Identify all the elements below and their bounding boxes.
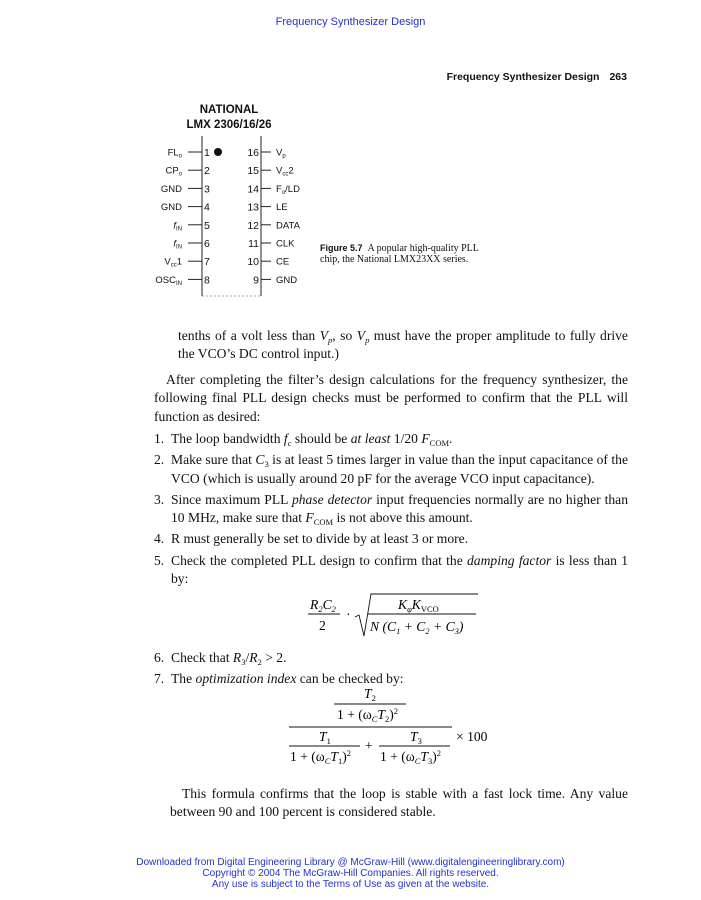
left-pin-name: $V_{cc}1$ [164, 256, 182, 269]
footer-notice [0, 857, 701, 890]
f7-term2-numerator: $T_3$ [410, 729, 422, 746]
left-pin-number: 7 [204, 256, 210, 269]
p1-text-b: , so [332, 328, 357, 343]
caption-label: Figure 5.7 [320, 243, 363, 253]
left-pin-number: 3 [204, 183, 210, 196]
item-number: 4. [154, 531, 165, 547]
damping-factor-formula [300, 592, 490, 642]
item7-text-a: The [171, 671, 196, 687]
caption-text: A popular high-quality PLL chip, the National LMX23XX series. [320, 243, 479, 265]
top-title-link[interactable]: Frequency Synthesizer Design [275, 16, 426, 28]
right-pin-number: 15 [247, 165, 259, 178]
list-item-6: 6. Check that $R_3/R_2 > 2$. [154, 650, 287, 667]
optimization-index-formula [284, 684, 504, 770]
right-pin-name: $V_p$ [276, 147, 286, 160]
right-pin-name: $F_o/LD$ [276, 183, 300, 196]
item1-text-a: The loop bandwidth [171, 431, 284, 446]
left-pin-number: 2 [204, 165, 210, 178]
item5-text-b: is less than 1 by: [171, 552, 628, 587]
chip-maker: NATIONAL [199, 104, 259, 116]
item1-emphasis: at least [350, 431, 391, 446]
f1-sqrt-numerator: $K_\varphi K_{VCO}$ [398, 597, 439, 614]
right-pin-number: 11 [248, 238, 259, 250]
item-number: 6. [154, 650, 165, 665]
right-pin-number: 16 [247, 147, 259, 159]
item1-text-c: 1/20 [390, 431, 422, 446]
chip-title [186, 103, 272, 133]
right-pin-number: 14 [247, 183, 259, 196]
right-pin-name: LE [276, 202, 288, 214]
paragraph-checks-intro: After completing the filter’s design calculations for the frequency synthesizer, the following final PLL design checks must be performed to confirm that the PLL will function as desired: [154, 372, 628, 424]
figure-caption [320, 243, 480, 265]
right-pin-number: 9 [253, 274, 259, 287]
page-number: 263 [609, 71, 627, 83]
right-pin-name: CLK [276, 238, 295, 250]
f7-term1-denominator: $1 + (\omega_CT_1)^2$ [290, 748, 352, 766]
pinout-diagram [140, 136, 310, 301]
paragraph-conclusion: This formula confirms that the loop is stable with a fast lock time. Any value between 90 and 100 percent is considered stable. [170, 786, 628, 820]
left-pin-name: $CP_o$ [165, 165, 182, 178]
item7-emphasis: optimization index [195, 671, 297, 687]
chip-body [202, 136, 261, 296]
right-pin-name: DATA [276, 220, 300, 232]
item3-emphasis: phase detector [291, 491, 373, 507]
running-head [447, 71, 627, 83]
list-item-5 [154, 552, 628, 589]
p1-text-c: must have the proper amplitude to fully drive the VCO’s DC control input.) [178, 328, 628, 362]
left-pin-name: GND [160, 202, 182, 214]
item6-text-b: > 2. [261, 650, 287, 665]
item-number: 3. [154, 491, 165, 507]
item7-text-b: can be checked by: [296, 671, 404, 687]
f1-denominator: 2 [319, 618, 326, 633]
f1-sqrt-denominator: N $(C_1 + C_2 + C_3)$ [370, 619, 464, 636]
left-pin-number: 5 [204, 219, 210, 232]
left-pin-name: $f_{IN}$ [173, 238, 182, 251]
item-number: 1. [154, 431, 165, 446]
f7-top-numerator: $T_2$ [364, 686, 376, 703]
left-pin-name: $f_{IN}$ [173, 220, 182, 233]
f7-plus: + [365, 738, 373, 753]
f7-multiplier: × 100 [456, 729, 488, 744]
item3-text-b: input frequencies normally are no higher than 10 MHz, make sure that [171, 491, 629, 526]
item-number: 2. [154, 452, 165, 468]
item2-text-b: is at least 5 times larger in value than the input capacitance of the VCO (which is usually around 20 pF for the average VCO input capacitance). [171, 452, 629, 486]
design-checks-list [154, 430, 628, 591]
item4-text: R must generally be set to divide by at least 3 or more. [171, 531, 469, 547]
footer-download-link[interactable]: Downloaded from Digital Engineering Library @ McGraw-Hill (www.digitalengineeringlibrary.com) [136, 857, 565, 868]
item-number: 7. [154, 671, 165, 687]
left-pin-number: 6 [204, 238, 210, 250]
chip-part: LMX 2306/16/26 [186, 119, 272, 131]
footer-terms[interactable]: Any use is subject to the Terms of Use as given at the website. [211, 879, 490, 890]
right-pin-name: CE [276, 256, 290, 268]
right-pin-name: $V_{cc}2$ [276, 165, 294, 178]
right-pin-name: GND [276, 274, 298, 286]
f1-numerator: $R_2C_2$ [310, 597, 336, 614]
left-pin-number: 1 [204, 147, 210, 159]
list-item-1: 1. The loop bandwidth $f_c$ should be at least 1/20 $F_{COM}$. [154, 431, 453, 448]
left-pin-name: $OSC_{IN}$ [155, 274, 182, 287]
f7-top-denominator: $1 + (\omega_CT_2)^2$ [337, 706, 399, 724]
p1-text-a: tenths of a volt less than [178, 328, 320, 343]
item1-text-b: should be [291, 431, 351, 446]
left-pin-name: $FL_o$ [167, 147, 182, 160]
list-item-4 [154, 530, 628, 548]
right-pin-number: 10 [247, 256, 259, 269]
item5-text-a: Check the completed PLL design to confirm that the [171, 552, 467, 568]
left-pin-number: 8 [204, 274, 210, 287]
right-pin-number: 13 [247, 201, 259, 214]
item2-text-a: Make sure that [171, 452, 256, 468]
f7-term1-numerator: $T_1$ [319, 729, 331, 746]
item3-text-c: is not above this amount. [333, 510, 473, 526]
item5-emphasis: damping factor [467, 552, 552, 568]
item3-text-a: Since maximum PLL [171, 491, 292, 507]
f7-term2-denominator: $1 + (\omega_CT_3)^2$ [380, 748, 442, 766]
paragraph-continued: tenths of a volt less than $V_p$, so $V_p$ must have the proper amplitude to fully drive the VCO’s DC control input.) [178, 328, 628, 362]
item-number: 5. [154, 552, 165, 568]
running-title: Frequency Synthesizer Design [446, 71, 600, 83]
list-item-3: 3. Since maximum PLL phase detector input frequencies normally are no higher than 10 MHz, make sure that $F_{COM}$ is not above this amount. [154, 491, 629, 528]
pin1-dot [214, 148, 222, 156]
f1-dot: · [346, 608, 351, 623]
right-pin-number: 12 [247, 219, 259, 232]
left-pin-name: GND [160, 183, 182, 195]
list-item-2: 2. Make sure that $C_3$ is at least 5 times larger in value than the input capacitance of the VCO (which is usually around 20 pF for the average VCO input capacitance). [154, 452, 629, 486]
left-pin-number: 4 [204, 201, 210, 214]
item6-text-a: Check that [171, 650, 233, 665]
footer-copyright: Copyright © 2004 The McGraw-Hill Companies. All rights reserved. [202, 868, 499, 879]
